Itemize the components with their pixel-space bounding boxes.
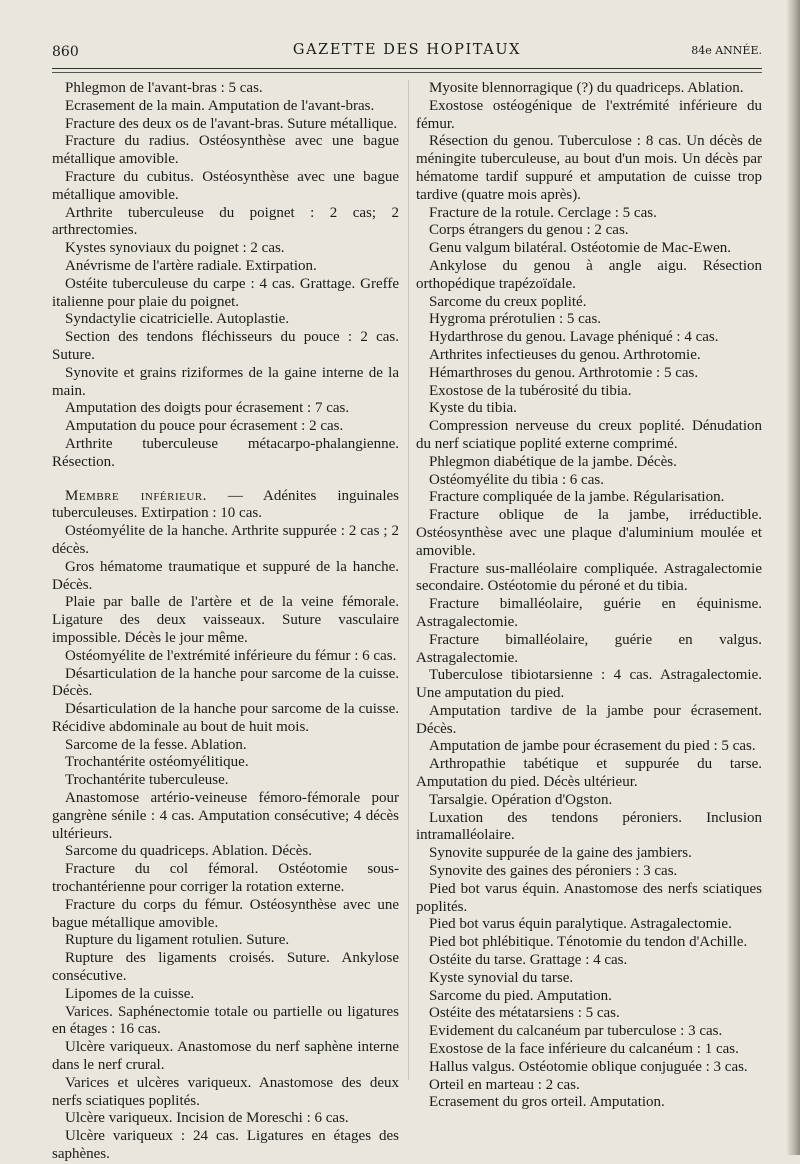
paragraph: Amputation du pouce pour écrasement : 2 cas. [65, 418, 344, 435]
paragraph: Ankylose du genou à angle aigu. Résection orthopédique trapézoïdale. [416, 257, 762, 292]
paragraph: Synovite suppurée de la gaine des jambiers. [429, 845, 692, 862]
paragraph: Fracture du corps du fémur. Ostéosynthèse avec une bague métallique amovible. [52, 896, 399, 931]
paragraph: Ulcère variqueux : 24 cas. Ligatures en étages des saphènes. [52, 1128, 399, 1163]
paragraph: Compression nerveuse du creux poplité. Dénudation du nerf sciatique poplité externe comprimé. [416, 418, 762, 452]
header-rule-secondary [52, 72, 762, 73]
paragraph: Amputation tardive de la jambe pour écrasement. Décès. [416, 702, 762, 737]
paragraph: Désarticulation de la hanche pour sarcome de la cuisse. Récidive abdominale au bout de huit mois. [52, 701, 399, 735]
paragraph: Myosite blennorragique (?) du quadriceps. Ablation. [429, 80, 744, 96]
paragraph: Evidement du calcanéum par tuberculose : 3 cas. [429, 1023, 723, 1040]
paragraph: Gros hématome traumatique et suppuré de la hanche. Décès. [52, 558, 399, 593]
paragraph: Rupture du ligament rotulien. Suture. [65, 932, 290, 949]
paragraph: Synovite et grains riziformes de la gaine interne de la main. [52, 364, 399, 399]
paragraph: Fracture bimalléolaire, guérie en valgus. Astragalectomie. [416, 631, 762, 666]
paragraph: Sarcome du quadriceps. Ablation. Décès. [65, 843, 313, 860]
paragraph: Exostose de la tubérosité du tibia. [429, 382, 632, 399]
page-edge [786, 0, 800, 1155]
paragraph: Synovite des gaines des péroniers : 3 cas. [429, 863, 678, 880]
paragraph: Trochantérite tuberculeuse. [65, 772, 229, 789]
paragraph: Rupture des ligaments croisés. Suture. Ankylose consécutive. [52, 950, 399, 985]
paragraph: Fracture de la rotule. Cerclage : 5 cas. [429, 204, 657, 221]
paragraph: Fracture sus-malléolaire compliquée. Astragalectomie secondaire. Ostéotomie du péroné et du tibia. [416, 560, 762, 595]
paragraph: Sarcome de la fesse. Ablation. [65, 736, 247, 753]
paragraph: Fracture oblique de la jambe, irréductible. Ostéosynthèse avec une plaque d'aluminium moulée et amovible. [416, 507, 762, 559]
paragraph: Ostéite tuberculeuse du carpe : 4 cas. Grattage. Greffe italienne pour plaie du poignet. [52, 275, 399, 310]
paragraph: Pied bot phlébitique. Ténotomie du tendon d'Achille. [429, 934, 748, 951]
paragraph: Kystes synoviaux du poignet : 2 cas. [65, 240, 285, 257]
paragraph: Arthropathie tabétique et suppurée du tarse. Amputation du pied. Décès ultérieur. [416, 756, 762, 791]
paragraph: Syndactylie cicatricielle. Autoplastie. [65, 311, 290, 328]
paragraph: Ecrasement du gros orteil. Amputation. [429, 1094, 665, 1111]
paragraph: Ecrasement de la main. Amputation de l'avant-bras. [65, 97, 375, 114]
paragraph: Phlegmon de l'avant-bras : 5 cas. [65, 80, 263, 96]
left-column-group-2 [52, 523, 399, 1164]
paragraph: Varices. Saphénectomie totale ou partielle ou ligatures en étages : 16 cas. [52, 1003, 399, 1038]
paragraph: Amputation de jambe pour écrasement du pied : 5 cas. [429, 738, 756, 755]
paragraph: Ostéomyélite de la hanche. Arthrite suppurée : 2 cas ; 2 décès. [52, 523, 399, 557]
right-column [416, 80, 762, 1112]
left-column-group-1 [52, 80, 399, 472]
paragraph: Anévrisme de l'artère radiale. Extirpation. [65, 257, 317, 274]
paragraph: Ulcère variqueux. Anastomose du nerf saphène interne dans le nerf crural. [52, 1039, 399, 1074]
left-column [52, 80, 399, 1164]
paragraph: Fracture bimalléolaire, guérie en équinisme. Astragalectomie. [416, 596, 762, 630]
paragraph: Fracture compliquée de la jambe. Régularisation. [429, 489, 725, 506]
paragraph: Lipomes de la cuisse. [65, 985, 195, 1002]
running-header [52, 38, 762, 64]
paragraph: Arthrite tuberculeuse du poignet : 2 cas; 2 arthrectomies. [52, 204, 399, 239]
paragraph: Kyste du tibia. [429, 400, 517, 417]
paragraph: Ostéite des métatarsiens : 5 cas. [429, 1005, 620, 1022]
header-rule [52, 68, 762, 69]
journal-title: GAZETTE DES HOPITAUX [292, 42, 522, 58]
paragraph: Varices et ulcères variqueux. Anastomose des deux nerfs sciatiques poplités. [52, 1074, 399, 1109]
paragraph: Orteil en marteau : 2 cas. [429, 1076, 580, 1093]
paragraph: Kyste synovial du tarse. [429, 969, 574, 986]
paragraph: Arthrites infectieuses du genou. Arthrotomie. [429, 346, 701, 363]
page-number: 860 [52, 44, 79, 60]
paragraph: Amputation des doigts pour écrasement : 7 cas. [65, 400, 350, 417]
paragraph: Exostose de la face inférieure du calcanéum : 1 cas. [429, 1041, 739, 1058]
paragraph: Ulcère variqueux. Incision de Moreschi : 6 cas. [65, 1110, 349, 1127]
paragraph: Genu valgum bilatéral. Ostéotomie de Mac-Ewen. [429, 240, 731, 257]
paragraph: Fracture du radius. Ostéosynthèse avec une bague métallique amovible. [52, 133, 399, 168]
paragraph: Hallus valgus. Ostéotomie oblique conjuguée : 3 cas. [429, 1058, 748, 1075]
paragraph: Ostéomyélite du tibia : 6 cas. [429, 471, 604, 488]
paragraph: Sarcome du pied. Amputation. [429, 987, 612, 1004]
paragraph: Pied bot varus équin paralytique. Astragalectomie. [429, 916, 732, 933]
paragraph: Résection du genou. Tuberculose : 8 cas. Un décès de méningite tuberculeuse, au bout d'un mois. Un décès par hématome tardif suppuré et amputation de cuisse trop tardive (quatre mois après). [416, 133, 762, 203]
section-text: — Adénites inguinales tuberculeuses. Extirpation : 10 cas. [52, 487, 399, 522]
paragraph: Désarticulation de la hanche pour sarcome de la cuisse. Décès. [52, 665, 399, 700]
paragraph: Corps étrangers du genou : 2 cas. [429, 222, 629, 239]
paragraph: Pied bot varus équin. Anastomose des nerfs sciatiques poplités. [416, 880, 762, 915]
year-label: 84e ANNÉE. [691, 44, 762, 57]
paragraph: Tuberculose tibiotarsienne : 4 cas. Astragalectomie. Une amputation du pied. [416, 667, 762, 702]
paragraph: Luxation des tendons péroniers. Inclusion intramalléolaire. [416, 809, 762, 844]
paragraph: Section des tendons fléchisseurs du pouce : 2 cas. Suture. [52, 329, 399, 363]
paragraph: Hygroma prérotulien : 5 cas. [429, 311, 602, 328]
paragraph: Fracture du col fémoral. Ostéotomie sous-trochantérienne pour corriger la rotation externe. [52, 861, 399, 896]
section-label: Membre inférieur. [65, 487, 207, 504]
paragraph: Phlegmon diabétique de la jambe. Décès. [429, 453, 677, 470]
paragraph: Hémarthroses du genou. Arthrotomie : 5 cas. [429, 364, 699, 381]
paragraph: Fracture du cubitus. Ostéosynthèse avec une bague métallique amovible. [52, 168, 399, 203]
paragraph: Ostéomyélite de l'extrémité inférieure du fémur : 6 cas. [65, 647, 397, 664]
paragraph: Hydarthrose du genou. Lavage phéniqué : 4 cas. [429, 329, 719, 346]
paragraph: Ostéite du tarse. Grattage : 4 cas. [429, 952, 628, 969]
paragraph: Arthrite tuberculeuse métacarpo-phalangienne. Résection. [52, 435, 399, 470]
right-column-group [416, 80, 762, 1112]
paragraph: Sarcome du creux poplité. [429, 293, 587, 310]
column-divider [408, 80, 409, 1080]
paragraph: Anastomose artério-veineuse fémoro-fémorale pour gangrène sénile : 4 cas. Amputation consécutive; 4 décès ultérieurs. [52, 790, 399, 842]
paragraph: Exostose ostéogénique de l'extrémité inférieure du fémur. [416, 97, 762, 132]
paragraph: Plaie par balle de l'artère et de la veine fémorale. Ligature des deux vaisseaux. Suture vasculaire impossible. Décès le jour même. [52, 594, 399, 646]
paragraph: Tarsalgie. Opération d'Ogston. [429, 791, 613, 808]
section-heading-paragraph [52, 488, 399, 524]
paragraph: Trochantérite ostéomyélitique. [65, 754, 249, 771]
paragraph: Fracture des deux os de l'avant-bras. Suture métallique. [65, 115, 398, 132]
